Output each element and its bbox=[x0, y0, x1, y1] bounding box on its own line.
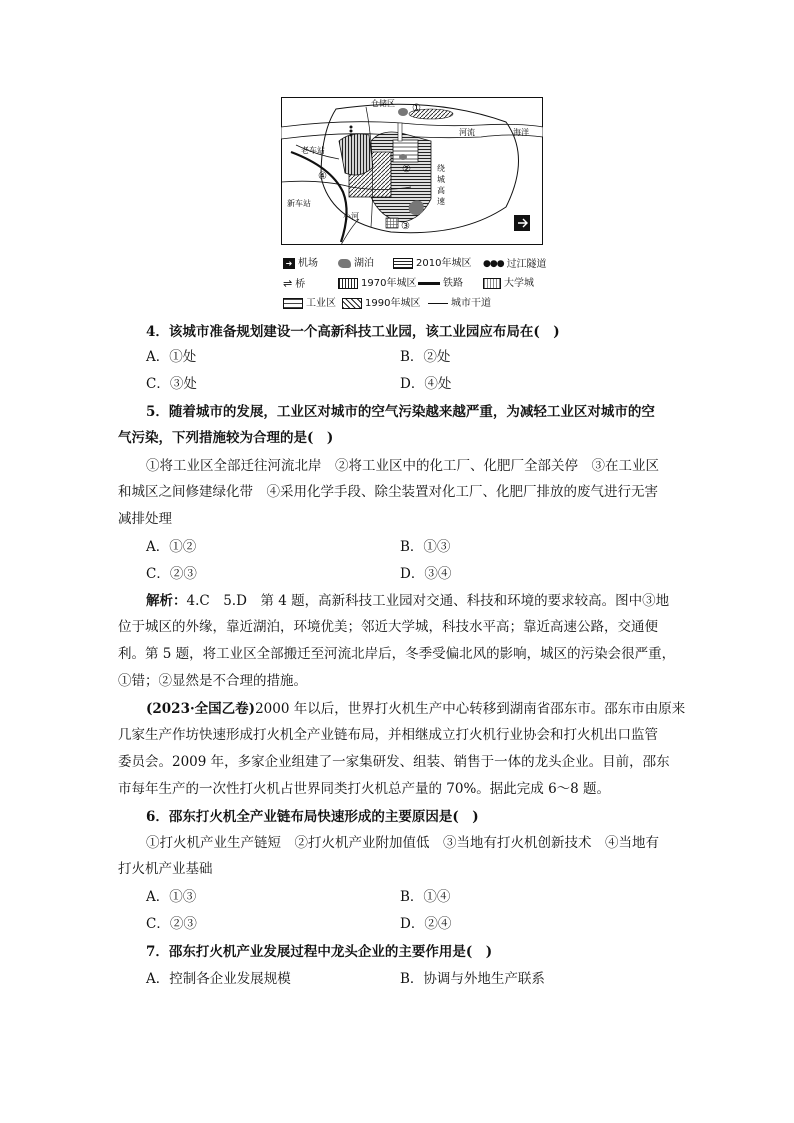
city-1970-area bbox=[339, 134, 373, 175]
label-small-river: 小河 bbox=[343, 212, 359, 221]
label-highway-2: 城 bbox=[437, 175, 445, 184]
legend-city2010: 2010年城区 bbox=[393, 257, 471, 271]
q4-option-b[interactable]: B．②处 bbox=[400, 349, 451, 365]
q5-option-b[interactable]: B．①③ bbox=[400, 539, 451, 555]
lake-small bbox=[399, 154, 407, 160]
analysis-line2: 位于城区的外缘，靠近湖泊，环境优美；邻近大学城，科技水平高；靠近高速公路，交通便 bbox=[118, 619, 658, 635]
industry-swatch bbox=[283, 298, 303, 309]
q7-stem: 7．邵东打火机产业发展过程中龙头企业的主要作用是( ) bbox=[146, 944, 493, 960]
label-storage: 仓储区 bbox=[371, 99, 395, 108]
q6-option-d[interactable]: D．②④ bbox=[400, 916, 452, 932]
city2010-swatch bbox=[393, 258, 413, 269]
label-4: ④ bbox=[318, 171, 327, 182]
q5-statements-line1: ①将工业区全部迁往河流北岸 ②将工业区中的化工厂、化肥厂全部关停 ③在工业区 bbox=[146, 458, 659, 474]
q6-option-a[interactable]: A．①③ bbox=[146, 889, 197, 905]
q7-option-b[interactable]: B．协调与外地生产联系 bbox=[400, 971, 545, 987]
passage-source: (2023·全国乙卷) bbox=[146, 701, 256, 717]
lake-icon bbox=[338, 259, 351, 268]
city-map bbox=[281, 97, 543, 245]
q4-stem: 4．该城市准备规划建设一个高新科技工业园，该工业园应布局在( ) bbox=[146, 324, 560, 340]
q6-statements-line1: ①打火机产业生产链短 ②打火机产业附加值低 ③当地有打火机创新技术 ④当地有 bbox=[146, 835, 659, 851]
tunnel-icon: ●●● bbox=[483, 259, 504, 269]
city1990-swatch bbox=[342, 298, 362, 309]
q5-stem-line2: 气污染，下列措施较为合理的是( ) bbox=[118, 430, 334, 446]
railway-icon bbox=[418, 282, 440, 285]
passage-line1: (2023·全国乙卷)2000 年以后，世界打火机生产中心转移到湖南省邵东市。邵东市由原来 bbox=[146, 701, 686, 717]
label-ocean: 海洋 bbox=[513, 128, 529, 137]
legend-airport: ➜ 机场 bbox=[283, 257, 318, 271]
passage-line2: 几家生产作坊快速形成打火机全产业链布局，并相继成立打火机行业协会和打火机出口监管 bbox=[118, 727, 658, 743]
label-new-station: 新车站 bbox=[287, 199, 311, 208]
q5-option-a[interactable]: A．①② bbox=[146, 539, 197, 555]
university-town bbox=[386, 218, 398, 228]
q4-option-a[interactable]: A．①处 bbox=[146, 349, 197, 365]
label-old-station: 老车站 bbox=[301, 146, 325, 155]
analysis-label: 解析： bbox=[146, 593, 187, 609]
label-river: 河流 bbox=[459, 128, 475, 137]
q5-stem-line1: 5．随着城市的发展，工业区对城市的空气污染越来越严重，为减轻工业区对城市的空 bbox=[146, 404, 655, 420]
analysis-line4: ①错；②显然是不合理的措施。 bbox=[118, 673, 307, 689]
road-icon bbox=[428, 303, 448, 304]
legend-bridge: ⇌ 桥 bbox=[283, 277, 306, 290]
legend-lake: 湖泊 bbox=[338, 257, 374, 271]
legend-trunk-road: 城市干道 bbox=[428, 297, 491, 311]
q6-statements-line2: 打火机产业基础 bbox=[118, 861, 213, 877]
legend-railway: 铁路 bbox=[418, 277, 463, 291]
q5-statements-line2: 和城区之间修建绿化带 ④采用化学手段、除尘装置对化工厂、化肥厂排放的废气进行无害 bbox=[118, 484, 658, 500]
bridge-icon: ⇌ bbox=[283, 277, 293, 290]
passage-line4: 市每年生产的一次性打火机占世界同类打火机总产量的 70%。据此完成 6～8 题。 bbox=[118, 781, 611, 797]
label-highway-3: 高 bbox=[437, 186, 445, 195]
legend-city1970: 1970年城区 bbox=[338, 277, 416, 291]
label-3: ③ bbox=[401, 221, 410, 232]
q5-option-c[interactable]: C．②③ bbox=[146, 566, 197, 582]
airport-icon: ➜ bbox=[283, 258, 295, 269]
legend-city1990: 1990年城区 bbox=[342, 297, 420, 311]
legend-university: 大学城 bbox=[483, 277, 534, 291]
q4-option-c[interactable]: C．③处 bbox=[146, 376, 197, 392]
analysis-line1: 解析：4.C 5.D 第 4 题，高新科技工业园对交通、科技和环境的要求较高。图中③地 bbox=[146, 593, 670, 609]
passage-line3: 委员会。2009 年，多家企业组建了一家集研发、组装、销售于一体的龙头企业。目前，邵东 bbox=[118, 754, 670, 770]
q4-option-d[interactable]: D．④处 bbox=[400, 376, 452, 392]
legend-industry: 工业区 bbox=[283, 297, 336, 311]
q6-option-c[interactable]: C．②③ bbox=[146, 916, 197, 932]
lake-top bbox=[398, 108, 408, 116]
analysis-line3: 利。第 5 题，将工业区全部搬迁至河流北岸后，冬季受偏北风的影响，城区的污染会很严重， bbox=[118, 646, 676, 662]
city1970-swatch bbox=[338, 278, 358, 289]
q6-stem: 6．邵东打火机全产业链布局快速形成的主要原因是( ) bbox=[146, 809, 479, 825]
q5-option-d[interactable]: D．③④ bbox=[400, 566, 452, 582]
q7-option-a[interactable]: A．控制各企业发展规模 bbox=[146, 971, 291, 987]
q6-option-b[interactable]: B．①④ bbox=[400, 889, 451, 905]
label-highway-1: 绕 bbox=[437, 164, 445, 173]
university-swatch bbox=[483, 278, 501, 289]
legend-tunnel: ●●● 过江隧道 bbox=[483, 259, 547, 270]
label-1: ① bbox=[412, 103, 421, 114]
label-highway-4: 速 bbox=[437, 197, 445, 206]
label-2: ② bbox=[402, 164, 411, 175]
q5-statements-line3: 减排处理 bbox=[118, 511, 172, 527]
